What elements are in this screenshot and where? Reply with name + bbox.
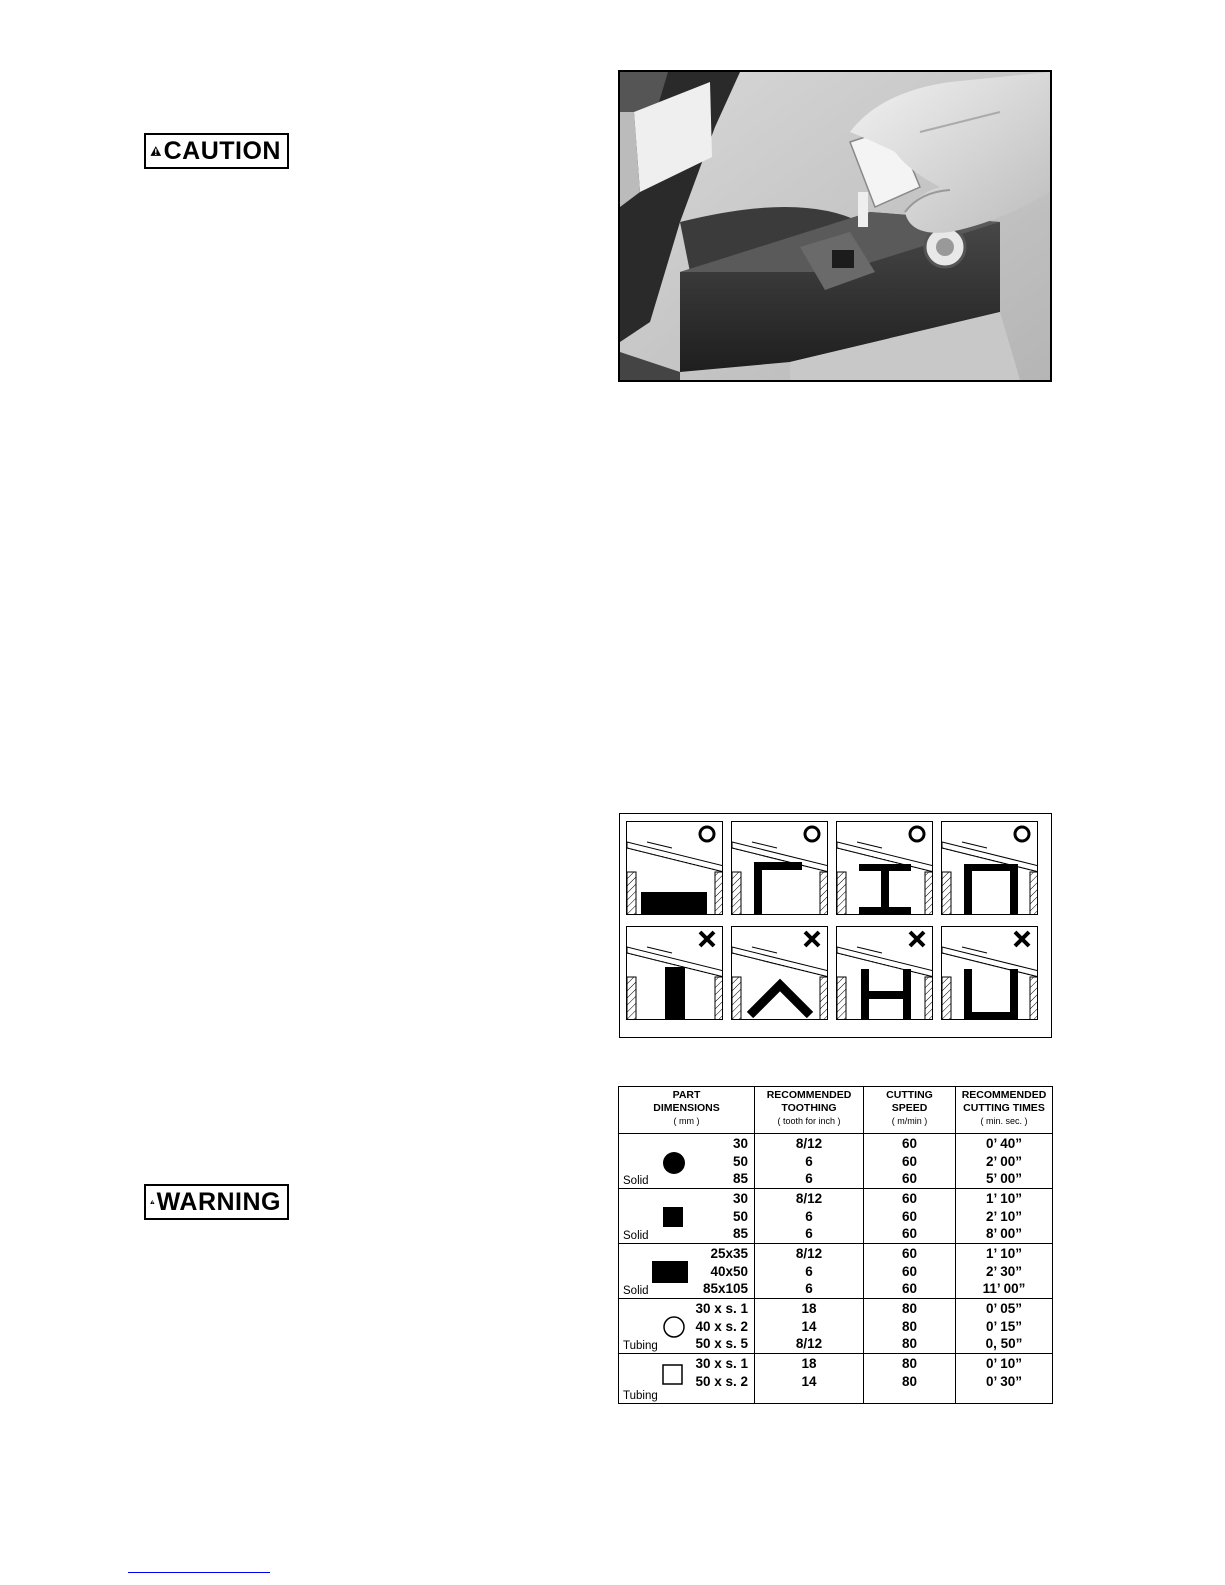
toothing-value: 18: [801, 1301, 817, 1316]
material-kind: Solid: [623, 1285, 649, 1297]
part-dimensions-cell: [619, 1134, 755, 1189]
warning-text: WARNING: [156, 1187, 281, 1216]
time-value: 2’ 30”: [985, 1263, 1023, 1279]
time-cell: [956, 1244, 1053, 1299]
diagram-cell-wrong-channel-up: [941, 926, 1038, 1020]
speed-value: 60: [901, 1208, 918, 1224]
header-unit: ( min. sec. ): [980, 1116, 1028, 1126]
diagram-cell-correct-i-beam: [836, 821, 933, 915]
dimension-value: 85: [732, 1171, 748, 1186]
toothing-cell: [755, 1354, 864, 1404]
speed-value: 60: [901, 1153, 918, 1169]
toothing-value: 8/12: [795, 1246, 823, 1261]
header-text: CUTTING TIMES: [963, 1102, 1045, 1114]
header-text: RECOMMENDED: [961, 1089, 1047, 1101]
dimension-value: 30 x s. 1: [695, 1356, 748, 1371]
speed-value: 80: [901, 1301, 918, 1316]
header-text: DIMENSIONS: [653, 1102, 720, 1114]
diagram-cell-correct-channel-down: [941, 821, 1038, 915]
toothing-cell: [755, 1244, 864, 1299]
header-text: RECOMMENDED: [766, 1089, 852, 1101]
caution-text: CAUTION: [163, 136, 281, 165]
part-dimensions-cell: [619, 1189, 755, 1244]
diagram-cell-wrong-h-beam: [836, 926, 933, 1020]
diagram-cell-correct-flat-bar: [626, 821, 723, 915]
speed-value: 60: [901, 1226, 918, 1241]
header-unit: ( mm ): [673, 1116, 700, 1126]
time-cell: [956, 1189, 1053, 1244]
toothing-cell: [755, 1299, 864, 1354]
header-cutting-times: [956, 1087, 1053, 1134]
dimension-value: 85: [732, 1226, 748, 1241]
toothing-value: 14: [801, 1318, 817, 1334]
time-cell: [956, 1134, 1053, 1189]
diagram-cell-wrong-angle-peak: [731, 926, 828, 1020]
dimension-value: 50 x s. 5: [695, 1336, 748, 1351]
toothing-cell: [755, 1189, 864, 1244]
speed-value: 60: [901, 1246, 918, 1261]
x-mark-icon: [1015, 932, 1029, 946]
table-row: [619, 1189, 1053, 1244]
material-kind: Solid: [623, 1175, 649, 1187]
toothing-value: 6: [805, 1263, 813, 1279]
time-value: 1’ 10”: [985, 1191, 1023, 1206]
speed-value: 80: [901, 1318, 918, 1334]
filled-rectangle-icon: [651, 1260, 689, 1284]
part-dimensions-cell: [619, 1244, 755, 1299]
toothing-value: 6: [805, 1153, 813, 1169]
dimension-value: 50: [732, 1153, 748, 1169]
toothing-value: 8/12: [795, 1136, 823, 1151]
cutting-parameters-table: [618, 1086, 1053, 1404]
dimension-value: 30: [732, 1191, 748, 1206]
time-value: 11’ 00”: [982, 1281, 1026, 1296]
time-cell: [956, 1354, 1053, 1404]
dimension-value: 50: [732, 1208, 748, 1224]
speed-value: 60: [901, 1281, 918, 1296]
time-value: 5’ 00”: [985, 1171, 1023, 1186]
warning-triangle-icon: [150, 1190, 155, 1214]
material-kind: Solid: [623, 1230, 649, 1242]
toothing-value: 18: [801, 1356, 817, 1371]
speed-cell: [864, 1189, 956, 1244]
hollow-square-icon: [662, 1364, 684, 1386]
speed-value: 60: [901, 1263, 918, 1279]
dimension-value: 85x105: [702, 1281, 748, 1296]
header-toothing: [755, 1087, 864, 1134]
dimension-value: 30: [732, 1136, 748, 1151]
dimension-value: 40 x s. 2: [695, 1318, 748, 1334]
part-dimensions-cell: [619, 1354, 755, 1404]
diagram-cell-wrong-upright-bar: [626, 926, 723, 1020]
caution-label: [144, 133, 289, 169]
footer-rule: [128, 1572, 270, 1573]
dimension-value: 25x35: [710, 1246, 748, 1261]
circle-ok-icon: [910, 827, 924, 841]
workpiece-position-diagram: [619, 813, 1052, 1038]
header-text: TOOTHING: [781, 1102, 837, 1114]
speed-value: 60: [901, 1191, 918, 1206]
filled-circle-icon: [662, 1151, 686, 1175]
header-part-dimensions: [619, 1087, 755, 1134]
speed-cell: [864, 1134, 956, 1189]
dimension-value: 40x50: [710, 1263, 748, 1279]
header-cutting-speed: [864, 1087, 956, 1134]
speed-value: 60: [901, 1136, 918, 1151]
speed-value: 80: [901, 1356, 918, 1371]
table-row: [619, 1134, 1053, 1189]
x-mark-icon: [805, 932, 819, 946]
time-value: 0’ 10”: [985, 1356, 1023, 1371]
control-box-photo: [618, 70, 1052, 382]
diagram-cell-correct-angle: [731, 821, 828, 915]
speed-value: 80: [901, 1336, 918, 1351]
filled-square-icon: [662, 1206, 684, 1228]
header-text: SPEED: [891, 1102, 928, 1114]
circle-ok-icon: [700, 827, 714, 841]
material-kind: Tubing: [623, 1340, 658, 1352]
toothing-cell: [755, 1134, 864, 1189]
header-text: PART: [672, 1089, 701, 1101]
material-kind: Tubing: [623, 1390, 658, 1402]
time-value: 2’ 10”: [985, 1208, 1023, 1224]
speed-cell: [864, 1244, 956, 1299]
toothing-value: 6: [805, 1208, 813, 1224]
speed-value: 80: [901, 1373, 918, 1389]
time-value: 0’ 40”: [985, 1136, 1023, 1151]
warning-triangle-icon: [150, 139, 162, 163]
toothing-value: 6: [805, 1171, 813, 1186]
speed-cell: [864, 1299, 956, 1354]
part-dimensions-cell: [619, 1299, 755, 1354]
x-mark-icon: [700, 932, 714, 946]
header-unit: ( m/min ): [891, 1116, 928, 1126]
table-row: [619, 1354, 1053, 1404]
toothing-value: 8/12: [795, 1191, 823, 1206]
speed-cell: [864, 1354, 956, 1404]
hollow-circle-icon: [662, 1315, 686, 1339]
time-value: 0’ 05”: [985, 1301, 1023, 1316]
toothing-value: 8/12: [795, 1336, 823, 1351]
warning-label: [144, 1184, 289, 1220]
x-mark-icon: [910, 932, 924, 946]
dimension-value: 50 x s. 2: [695, 1373, 748, 1389]
time-value: 1’ 10”: [985, 1246, 1023, 1261]
circle-ok-icon: [1015, 827, 1029, 841]
header-unit: ( tooth for inch ): [777, 1116, 841, 1126]
toothing-value: 6: [805, 1226, 813, 1241]
time-value: 0’ 15”: [985, 1318, 1023, 1334]
header-text: CUTTING: [886, 1089, 933, 1101]
time-value: 0, 50”: [985, 1336, 1023, 1351]
circle-ok-icon: [805, 827, 819, 841]
time-value: 0’ 30”: [985, 1373, 1023, 1389]
time-value: 8’ 00”: [985, 1226, 1023, 1241]
time-value: 2’ 00”: [985, 1153, 1023, 1169]
speed-value: 60: [901, 1171, 918, 1186]
time-cell: [956, 1299, 1053, 1354]
toothing-value: 6: [805, 1281, 813, 1296]
dimension-value: 30 x s. 1: [695, 1301, 748, 1316]
table-header-row: [619, 1087, 1053, 1134]
table-row: [619, 1299, 1053, 1354]
table-row: [619, 1244, 1053, 1299]
toothing-value: 14: [801, 1373, 817, 1389]
